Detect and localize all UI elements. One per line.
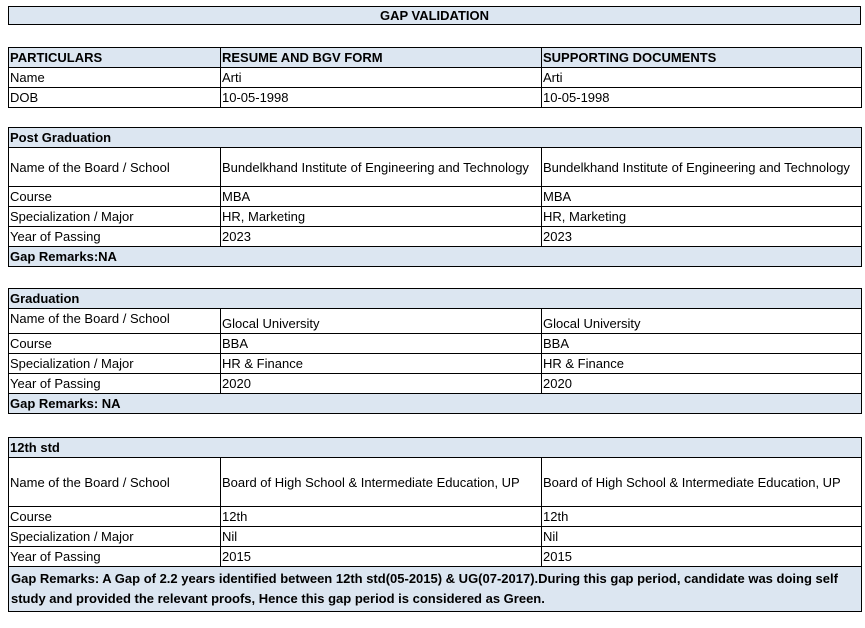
table-row bbox=[9, 309, 862, 334]
table-row bbox=[9, 187, 862, 207]
table-row bbox=[9, 68, 862, 88]
document-value: Board of High School & Intermediate Education, UP bbox=[542, 458, 862, 507]
graduation-table bbox=[8, 288, 862, 414]
row-label: Specialization / Major bbox=[9, 527, 221, 547]
row-label: Course bbox=[9, 187, 221, 207]
document-value: Glocal University bbox=[542, 309, 862, 334]
section-heading: Graduation bbox=[9, 289, 862, 309]
row-label: Year of Passing bbox=[9, 227, 221, 247]
section-heading: 12th std bbox=[9, 438, 862, 458]
page-title: GAP VALIDATION bbox=[8, 6, 861, 25]
section-heading: Post Graduation bbox=[9, 128, 862, 148]
document-value: MBA bbox=[542, 187, 862, 207]
resume-value: Glocal University bbox=[221, 309, 542, 334]
resume-value: Bundelkhand Institute of Engineering and Technology bbox=[221, 148, 542, 187]
document-value: Arti bbox=[542, 68, 862, 88]
table-row bbox=[9, 547, 862, 567]
resume-value: 2023 bbox=[221, 227, 542, 247]
gap-remarks: Gap Remarks: NA bbox=[9, 394, 862, 414]
personal-table bbox=[8, 47, 862, 108]
table-row bbox=[9, 458, 862, 507]
table-row bbox=[9, 507, 862, 527]
document-value: BBA bbox=[542, 334, 862, 354]
row-label: Name bbox=[9, 68, 221, 88]
document-value: 2015 bbox=[542, 547, 862, 567]
row-label: Course bbox=[9, 334, 221, 354]
row-label: Specialization / Major bbox=[9, 207, 221, 227]
gap-remarks: Gap Remarks: A Gap of 2.2 years identified between 12th std(05-2015) & UG(07-2017).During this gap period, candidate was doing self study and provided the relevant proofs, Hence this gap period is considered as Green. bbox=[9, 567, 862, 612]
gap-remarks-row bbox=[9, 247, 862, 267]
resume-value: HR, Marketing bbox=[221, 207, 542, 227]
row-label: Name of the Board / School bbox=[9, 458, 221, 507]
row-label: Name of the Board / School bbox=[9, 309, 221, 334]
table-row bbox=[9, 227, 862, 247]
row-label: Specialization / Major bbox=[9, 354, 221, 374]
table-header-row bbox=[9, 48, 862, 68]
gap-remarks-row bbox=[9, 567, 862, 612]
document-value: HR, Marketing bbox=[542, 207, 862, 227]
table-row bbox=[9, 148, 862, 187]
gap-remarks-row bbox=[9, 394, 862, 414]
row-label: Year of Passing bbox=[9, 547, 221, 567]
gap-remarks: Gap Remarks:NA bbox=[9, 247, 862, 267]
table-row bbox=[9, 527, 862, 547]
row-label: Year of Passing bbox=[9, 374, 221, 394]
table-row bbox=[9, 374, 862, 394]
table-row bbox=[9, 354, 862, 374]
document-value: Nil bbox=[542, 527, 862, 547]
document-value: 10-05-1998 bbox=[542, 88, 862, 108]
section-heading-row bbox=[9, 438, 862, 458]
header-resume: RESUME AND BGV FORM bbox=[221, 48, 542, 68]
header-documents: SUPPORTING DOCUMENTS bbox=[542, 48, 862, 68]
resume-value: 10-05-1998 bbox=[221, 88, 542, 108]
section-heading-row bbox=[9, 128, 862, 148]
document-value: Bundelkhand Institute of Engineering and Technology bbox=[542, 148, 862, 187]
table-row bbox=[9, 207, 862, 227]
row-label: Name of the Board / School bbox=[9, 148, 221, 187]
document-value: 2023 bbox=[542, 227, 862, 247]
resume-value: Nil bbox=[221, 527, 542, 547]
resume-value: Arti bbox=[221, 68, 542, 88]
resume-value: 2015 bbox=[221, 547, 542, 567]
resume-value: MBA bbox=[221, 187, 542, 207]
resume-value: BBA bbox=[221, 334, 542, 354]
resume-value: HR & Finance bbox=[221, 354, 542, 374]
document-value: 2020 bbox=[542, 374, 862, 394]
resume-value: 12th bbox=[221, 507, 542, 527]
header-particulars: PARTICULARS bbox=[9, 48, 221, 68]
table-row bbox=[9, 88, 862, 108]
resume-value: 2020 bbox=[221, 374, 542, 394]
document-value: HR & Finance bbox=[542, 354, 862, 374]
row-label: Course bbox=[9, 507, 221, 527]
resume-value: Board of High School & Intermediate Education, UP bbox=[221, 458, 542, 507]
post-graduation-table bbox=[8, 127, 862, 267]
section-heading-row bbox=[9, 289, 862, 309]
twelfth-table bbox=[8, 437, 862, 612]
document-value: 12th bbox=[542, 507, 862, 527]
table-row bbox=[9, 334, 862, 354]
row-label: DOB bbox=[9, 88, 221, 108]
